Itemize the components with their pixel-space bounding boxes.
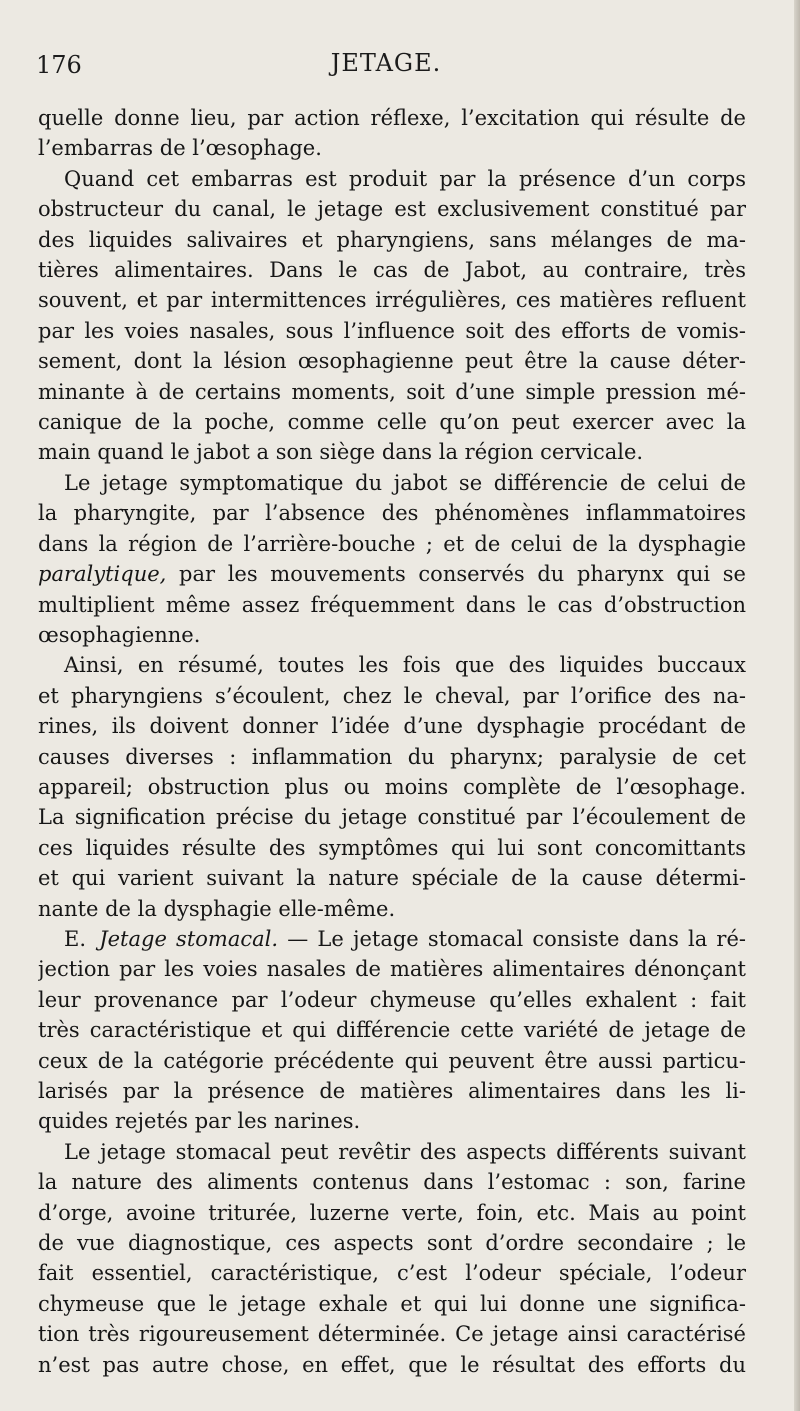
text-line: d’orge, avoine triturée, luzerne verte, foin, etc. Mais au point (38, 1200, 746, 1225)
text-line: leur provenance par l’odeur chymeuse qu’elles exhalent : fait (38, 987, 746, 1012)
text-line: n’est pas autre chose, en effet, que le résultat des efforts du (38, 1352, 746, 1377)
text-line-rest: — Le jetage stomacal consiste dans la ré- (287, 926, 746, 951)
text-line: Quand cet embarras est produit par la présence d’un corps (64, 166, 746, 191)
italic-term: paralytique, (38, 562, 167, 587)
text-line: ces liquides résulte des symptômes qui lui sont concomittants (38, 835, 746, 860)
text-line: Le jetage symptomatique du jabot se différencie de celui de (64, 470, 746, 495)
text-line: causes diverses : inflammation du pharynx; paralysie de cet (38, 744, 746, 769)
body-text (38, 103, 746, 1380)
text-line: nante de la dysphagie elle-même. (38, 896, 396, 921)
text-line: des liquides salivaires et pharyngiens, sans mélanges de ma- (38, 227, 746, 252)
section-heading-line (38, 924, 746, 954)
text-line: très caractéristique et qui différencie cette variété de jetage de (38, 1018, 746, 1043)
page-header (36, 45, 736, 85)
text-line: jection par les voies nasales de matières alimentaires dénonçant (38, 957, 746, 982)
text-line: par les voies nasales, sous l’influence soit des efforts de vomis- (38, 318, 746, 343)
text-line: La signification précise du jetage constitué par l’écoulement de (38, 805, 746, 830)
text-line: sement, dont la lésion œsophagienne peut être la cause déter- (38, 349, 746, 374)
text-line: Ainsi, en résumé, toutes les fois que des liquides buccaux (64, 653, 746, 678)
text-line: œsophagienne. (38, 622, 201, 647)
text-line: ceux de la catégorie précédente qui peuvent être aussi particu- (38, 1048, 746, 1073)
text-line: main quand le jabot a son siège dans la région cervicale. (38, 440, 644, 465)
text-line-rest: par les mouvements conservés du pharynx qui se (179, 562, 746, 587)
text-line: la nature des aliments contenus dans l’estomac : son, farine (38, 1170, 746, 1195)
text-line: quelle donne lieu, par action réflexe, l’excitation qui résulte de (38, 106, 746, 130)
text-line: larisés par la présence de matières alimentaires dans les li- (38, 1079, 746, 1103)
section-title: Jetage stomacal. (99, 926, 279, 951)
text-line: Le jetage stomacal peut revêtir des aspects différents suivant (64, 1139, 746, 1164)
text-line: tion très rigoureusement déterminée. Ce jetage ainsi caractérisé (38, 1322, 746, 1347)
text-line: et qui varient suivant la nature spéciale de la cause détermi- (38, 866, 746, 891)
text-line: appareil; obstruction plus ou moins complète de l’œsophage. (38, 774, 746, 799)
text-line: quides rejetés par les narines. (38, 1109, 361, 1134)
page-number: 176 (36, 51, 82, 79)
text-line: de vue diagnostique, ces aspects sont d’ordre secondaire ; le (38, 1231, 746, 1256)
text-line: multiplient même assez fréquemment dans le cas d’obstruction (38, 592, 746, 617)
text-line (38, 559, 746, 589)
text-line: l’embarras de l’œsophage. (38, 136, 322, 161)
text-line: chymeuse que le jetage exhale et qui lui donne une significa- (38, 1291, 746, 1316)
page-edge-shadow (794, 0, 800, 1411)
text-line: fait essentiel, caractéristique, c’est l’odeur spéciale, l’odeur (38, 1261, 746, 1286)
text-line: minante à de certains moments, soit d’une simple pression mé- (38, 379, 746, 404)
text-line: et pharyngiens s’écoulent, chez le cheval, par l’orifice des na- (38, 683, 746, 708)
section-letter: E. (64, 926, 87, 951)
text-line: canique de la poche, comme celle qu’on peut exercer avec la (38, 410, 746, 435)
text-line: rines, ils doivent donner l’idée d’une dysphagie procédant de (38, 714, 746, 739)
text-line: dans la région de l’arrière-bouche ; et de celui de la dysphagie (38, 531, 746, 556)
running-head: JETAGE. (330, 49, 442, 77)
text-line: la pharyngite, par l’absence des phénomènes inflammatoires (38, 501, 746, 526)
text-line: souvent, et par intermittences irrégulières, ces matières refluent (38, 288, 746, 313)
text-line: tières alimentaires. Dans le cas de Jabot, au contraire, très (38, 258, 746, 283)
text-line: obstructeur du canal, le jetage est exclusivement constitué par (38, 197, 746, 222)
